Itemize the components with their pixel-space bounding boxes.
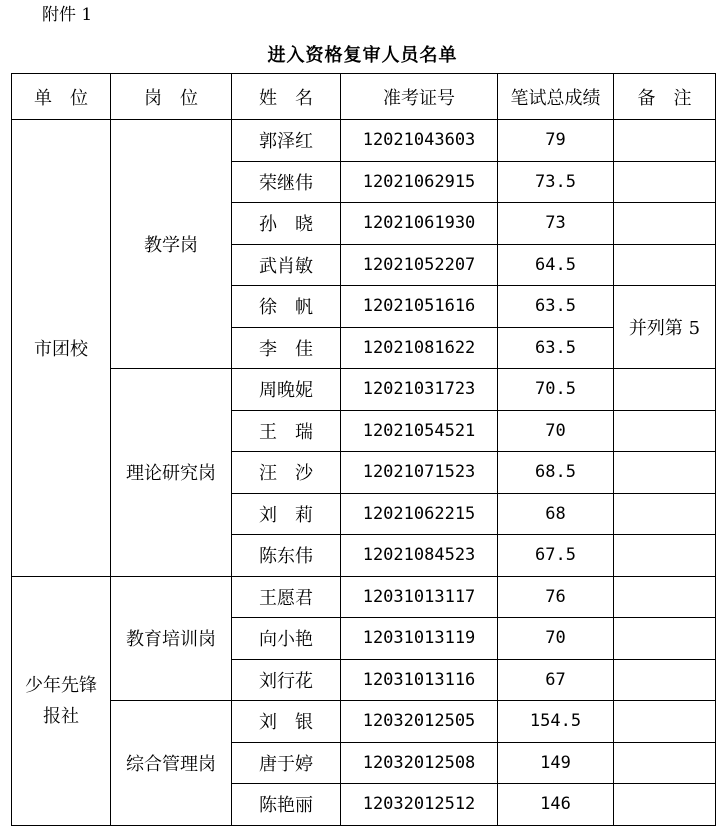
exam-no-cell: 12021062915: [341, 161, 498, 203]
header-score: 笔试总成绩: [498, 74, 614, 120]
table-row: [12, 369, 716, 411]
exam-no-cell: 12021031723: [341, 369, 498, 411]
name-cell: 唐于婷: [232, 742, 341, 784]
note-cell: [614, 493, 716, 535]
unit-cell: 市团校: [12, 120, 111, 577]
post-cell: 教育培训岗: [111, 576, 232, 701]
header-note: 备 注: [614, 74, 716, 120]
header-post: 岗 位: [111, 74, 232, 120]
name-cell: 徐 帆: [232, 286, 341, 328]
score-cell: 63.5: [498, 286, 614, 328]
name-cell: 武肖敏: [232, 244, 341, 286]
name-cell: 陈东伟: [232, 535, 341, 577]
unit-cell: [12, 576, 111, 825]
note-cell: [614, 742, 716, 784]
note-cell: [614, 120, 716, 162]
candidate-table: [11, 73, 716, 826]
post-cell: 理论研究岗: [111, 369, 232, 577]
name-cell: 刘 莉: [232, 493, 341, 535]
score-cell: 154.5: [498, 701, 614, 743]
name-cell: 向小艳: [232, 618, 341, 660]
exam-no-cell: 12032012508: [341, 742, 498, 784]
score-cell: 149: [498, 742, 614, 784]
exam-no-cell: 12021052207: [341, 244, 498, 286]
note-cell: [614, 576, 716, 618]
header-name: 姓 名: [232, 74, 341, 120]
exam-no-cell: 12021061930: [341, 203, 498, 245]
exam-no-cell: 12021051616: [341, 286, 498, 328]
score-cell: 70: [498, 618, 614, 660]
score-cell: 64.5: [498, 244, 614, 286]
exam-no-cell: 12031013119: [341, 618, 498, 660]
exam-no-cell: 12032012512: [341, 784, 498, 826]
exam-no-cell: 12021043603: [341, 120, 498, 162]
note-cell: [614, 535, 716, 577]
score-cell: 73: [498, 203, 614, 245]
name-cell: 周晚妮: [232, 369, 341, 411]
document-title: 进入资格复审人员名单: [267, 45, 458, 66]
note-cell: [614, 618, 716, 660]
exam-no-cell: 12031013116: [341, 659, 498, 701]
score-cell: 70: [498, 410, 614, 452]
score-cell: 68: [498, 493, 614, 535]
note-cell: [614, 244, 716, 286]
name-cell: 李 佳: [232, 327, 341, 369]
note-cell: [614, 784, 716, 826]
header-exam-no: 准考证号: [341, 74, 498, 120]
name-cell: 郭泽红: [232, 120, 341, 162]
exam-no-cell: 12021071523: [341, 452, 498, 494]
name-cell: 陈艳丽: [232, 784, 341, 826]
name-cell: 孙 晓: [232, 203, 341, 245]
note-cell: [614, 410, 716, 452]
name-cell: 汪 沙: [232, 452, 341, 494]
exam-no-cell: 12021084523: [341, 535, 498, 577]
exam-no-cell: 12021062215: [341, 493, 498, 535]
table-row: [12, 120, 716, 162]
exam-no-cell: 12021081622: [341, 327, 498, 369]
score-cell: 76: [498, 576, 614, 618]
score-cell: 79: [498, 120, 614, 162]
name-cell: 刘行花: [232, 659, 341, 701]
note-cell: [614, 659, 716, 701]
post-cell: 教学岗: [111, 120, 232, 369]
score-cell: 68.5: [498, 452, 614, 494]
unit-line-2: 报社: [43, 705, 79, 727]
attachment-label: 附件 1: [42, 5, 93, 25]
table-row: [12, 576, 716, 618]
exam-no-cell: 12031013117: [341, 576, 498, 618]
note-cell: [614, 161, 716, 203]
score-cell: 146: [498, 784, 614, 826]
header-row: [12, 74, 716, 120]
score-cell: 63.5: [498, 327, 614, 369]
name-cell: 刘 银: [232, 701, 341, 743]
note-cell-tie: 并列第 5: [614, 286, 716, 369]
header-unit: 单 位: [12, 74, 111, 120]
name-cell: 王 瑞: [232, 410, 341, 452]
note-cell: [614, 369, 716, 411]
note-cell: [614, 701, 716, 743]
name-cell: 荣继伟: [232, 161, 341, 203]
exam-no-cell: 12021054521: [341, 410, 498, 452]
score-cell: 67: [498, 659, 614, 701]
score-cell: 67.5: [498, 535, 614, 577]
post-cell: 综合管理岗: [111, 701, 232, 826]
unit-line-1: 少年先锋: [25, 674, 97, 696]
score-cell: 70.5: [498, 369, 614, 411]
table-row: [12, 701, 716, 743]
note-cell: [614, 203, 716, 245]
note-cell: [614, 452, 716, 494]
exam-no-cell: 12032012505: [341, 701, 498, 743]
score-cell: 73.5: [498, 161, 614, 203]
name-cell: 王愿君: [232, 576, 341, 618]
